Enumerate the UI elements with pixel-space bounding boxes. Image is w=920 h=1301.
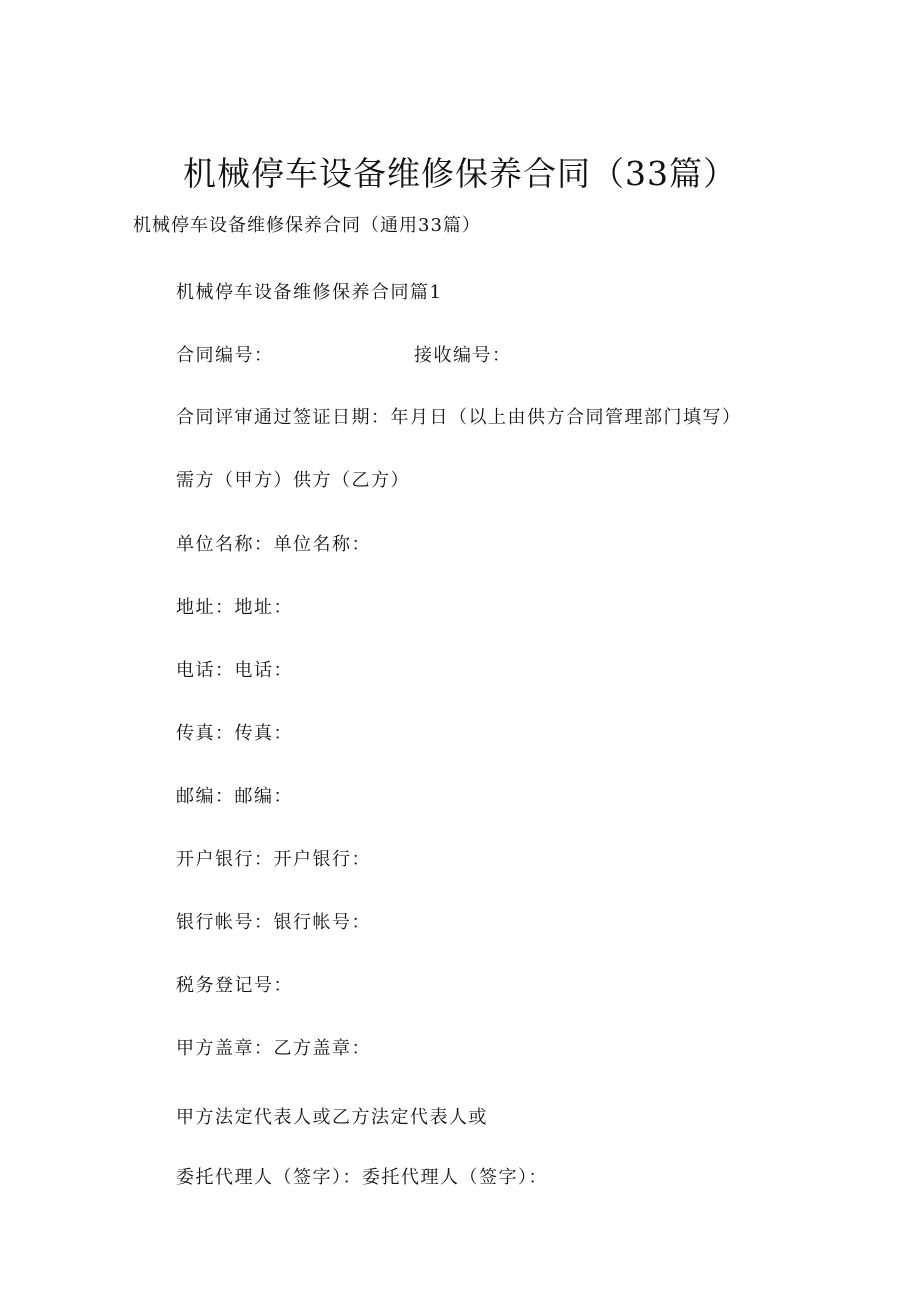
- parties-line: 需方（甲方）供方（乙方）: [176, 470, 410, 491]
- unit-name-line: 单位名称：单位名称：: [176, 534, 371, 555]
- phone-line: 电话：电话：: [176, 660, 293, 681]
- review-date-line: 合同评审通过签证日期：年月日（以上由供方合同管理部门填写）: [176, 407, 742, 428]
- contract-number-row: [176, 341, 512, 367]
- fax-line: 传真：传真：: [176, 723, 293, 744]
- document-subtitle: 机械停车设备维修保养合同（通用33篇）: [133, 215, 481, 236]
- contract-number-label: 合同编号：: [176, 345, 274, 366]
- agent-signature-line: 委托代理人（签字）：委托代理人（签字）：: [176, 1167, 548, 1188]
- tax-registration-line: 税务登记号：: [176, 975, 293, 996]
- postcode-line: 邮编：邮编：: [176, 786, 293, 807]
- seal-line: 甲方盖章：乙方盖章：: [176, 1038, 371, 1059]
- section-heading: 机械停车设备维修保养合同篇1: [176, 282, 443, 303]
- receive-number-label: 接收编号：: [414, 345, 512, 366]
- bank-line: 开户银行：开户银行：: [176, 849, 371, 870]
- legal-representative-line: 甲方法定代表人或乙方法定代表人或: [176, 1107, 488, 1128]
- document-title: 机械停车设备维修保养合同（33篇）: [183, 154, 737, 193]
- address-line: 地址：地址：: [176, 597, 293, 618]
- account-line: 银行帐号：银行帐号：: [176, 912, 371, 933]
